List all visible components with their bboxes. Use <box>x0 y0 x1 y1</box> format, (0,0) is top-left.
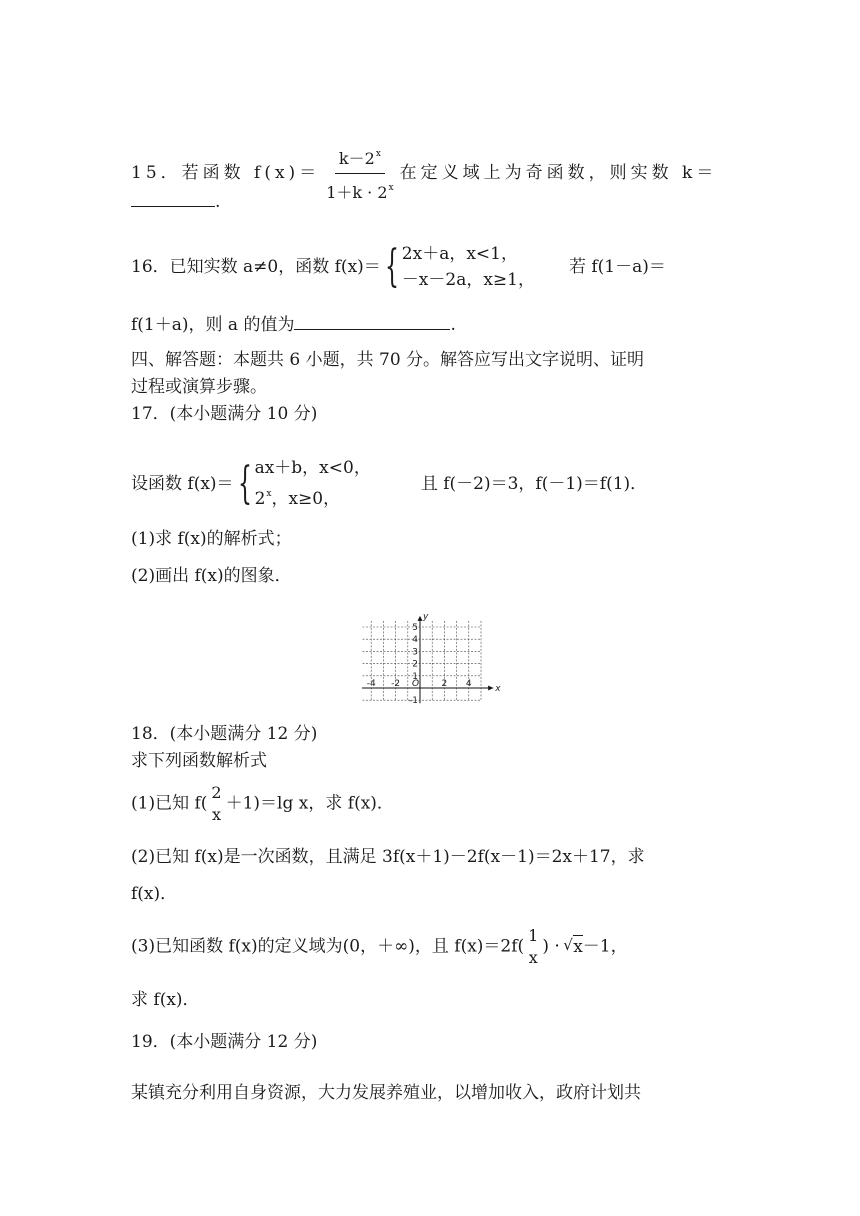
q18-p3-sqrt <box>565 936 583 958</box>
q18-p3-radicand: x <box>573 936 583 957</box>
q19-header: 19．(本小题满分 12 分) <box>131 1032 318 1052</box>
y-tick-label: 5 <box>412 623 418 633</box>
q15-end: . <box>215 192 221 212</box>
q17-header: 17．(本小题满分 10 分) <box>131 404 318 424</box>
q18-p3-fraction <box>526 925 540 969</box>
q15-answer-blank[interactable] <box>131 190 215 207</box>
q18-part2-line2: f(x)． <box>131 884 178 904</box>
q15-lead: 若函数 f(x)＝ <box>181 163 321 183</box>
q16-line1 <box>131 241 666 293</box>
q18-p1-fraction <box>209 782 223 826</box>
q16-cases <box>402 241 535 293</box>
q18-p3-num: 1 <box>528 926 539 945</box>
q18-p3-tail: －1， <box>582 936 628 957</box>
y-axis-arrow <box>418 616 423 621</box>
y-tick-label: 1 <box>412 671 418 682</box>
q17-part1: (1)求 f(x)的解析式； <box>131 529 292 549</box>
q17-case2-tail: ，x≥0， <box>271 489 341 509</box>
q15-tail: 在定义域上为奇函数，则实数 k＝ <box>399 163 718 183</box>
y-tick-label: -1 <box>409 696 418 705</box>
q16-lead: 已知实数 a≠0，函数 f(x)＝ <box>169 257 381 277</box>
x-axis-arrow <box>488 686 493 691</box>
origin-label: O <box>412 679 420 689</box>
q18-p1-den: x <box>212 805 222 824</box>
y-tick-label: 4 <box>412 635 418 646</box>
section4-line2: 过程或演算步骤。 <box>131 377 267 397</box>
q17-brace: { <box>237 457 252 509</box>
q18-part1 <box>131 782 394 826</box>
q17-lead: 设函数 f(x)＝ <box>131 473 234 494</box>
q18-intro: 求下列函数解析式 <box>131 751 267 771</box>
q16-tail: 若 f(1－a)＝ <box>568 257 666 277</box>
q18-p1-tail: ＋1)＝lg x，求 f(x)． <box>225 793 394 814</box>
x-tick-label: -4 <box>366 679 376 689</box>
q18-p1-lead: (1)已知 f( <box>131 793 208 814</box>
q15-number: 15． <box>131 163 182 183</box>
q17-cases <box>255 455 371 512</box>
y-tick-label: 3 <box>412 647 418 658</box>
q17-part2: (2)画出 f(x)的图象． <box>131 566 292 586</box>
q16-case1: 2x＋a，x<1， <box>401 244 518 264</box>
q16-line2 <box>131 313 456 336</box>
q18-p3-den: x <box>528 948 538 967</box>
q15-frac-num: k－2 <box>338 149 375 168</box>
q19-text: 某镇充分利用自身资源，大力发展养殖业，以增加收入，政府计划共 <box>131 1083 641 1103</box>
q16-line2-text: f(1＋a)，则 a 的值为 <box>131 315 295 335</box>
q15-frac-den: 1＋k · 2 <box>326 183 388 202</box>
q15-line2 <box>131 190 220 213</box>
x-tick-label: 2 <box>441 679 448 689</box>
x-tick-label: -2 <box>391 679 401 689</box>
q16-number: 16． <box>131 257 170 277</box>
q18-p3-lead: (3)已知函数 f(x)的定义域为(0，＋∞)，且 f(x)＝2f( <box>131 936 525 957</box>
q15-den-exp: x <box>388 183 394 193</box>
q17-case2-base: 2 <box>254 489 266 509</box>
q16-end: . <box>450 315 456 335</box>
q15-num-exp: x <box>375 149 381 159</box>
q17-formula <box>131 455 647 512</box>
y-tick-label: 2 <box>412 659 418 670</box>
q17-case1: ax＋b，x<0， <box>254 458 371 478</box>
q18-part3-line2: 求 f(x)． <box>131 990 200 1010</box>
q18-p3-mid: ) · <box>542 936 566 957</box>
q18-header: 18．(本小题满分 12 分) <box>131 724 318 744</box>
q17-case2-exp: x <box>266 489 272 499</box>
coordinate-grid-chart <box>362 603 502 705</box>
q16-case2: －x－2a，x≥1， <box>401 270 535 290</box>
x-axis-label: x <box>495 684 501 694</box>
q18-p1-num: 2 <box>211 783 222 802</box>
section4-line1: 四、解答题：本题共 6 小题，共 70 分。解答应写出文字说明、证明 <box>131 350 645 370</box>
q15-fraction <box>322 143 397 204</box>
q16-brace: { <box>384 241 399 292</box>
q16-answer-blank[interactable] <box>294 313 450 330</box>
q18-part2-line1: (2)已知 f(x)是一次函数，且满足 3f(x＋1)－2f(x－1)＝2x＋17，求 <box>131 847 645 867</box>
q17-tail: 且 f(－2)＝3，f(－1)＝f(1)． <box>420 473 648 494</box>
y-axis-label: y <box>423 611 429 622</box>
q18-part3 <box>131 925 628 969</box>
x-tick-label: 4 <box>465 679 472 689</box>
